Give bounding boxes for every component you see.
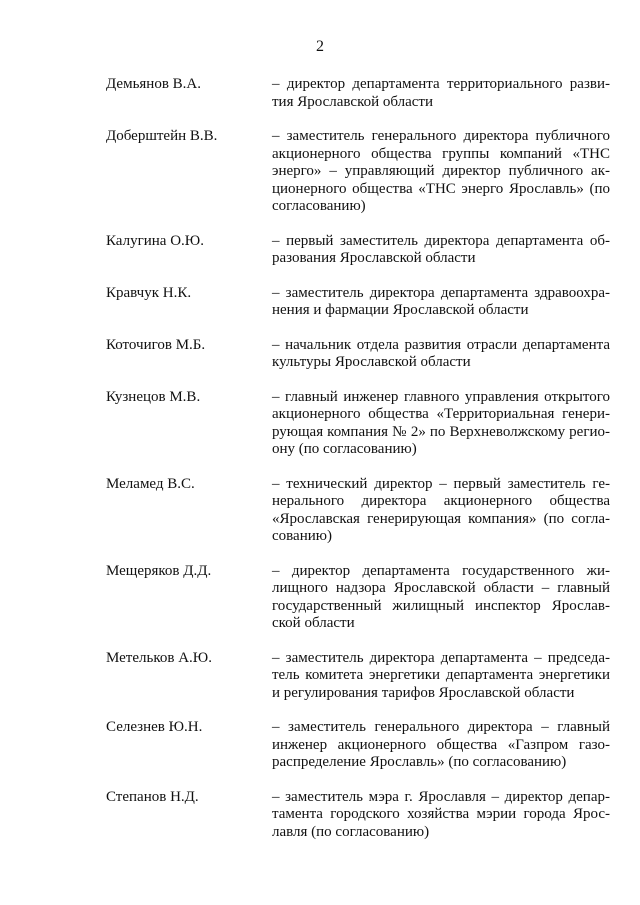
member-position-line: разования Ярославской области <box>272 250 476 266</box>
member-name: Метельков А.Ю. <box>106 649 212 666</box>
member-position <box>272 650 610 703</box>
member-position-line: лищного надзора Ярославской области – главный <box>272 580 610 596</box>
member-position-line: тамента городского хозяйства мэрии города Ярос- <box>272 806 610 822</box>
member-position <box>272 233 610 268</box>
member-position-line: нерального директора акционерного общества <box>272 493 610 509</box>
member-position-line: культуры Ярославской области <box>272 354 471 370</box>
member-position-line: согласованию) <box>272 198 366 214</box>
member-position-line: энерго» – управляющий директор публичного ак- <box>272 163 610 179</box>
member-position-line: – первый заместитель директора департамента об- <box>272 232 610 249</box>
member-position-line: ской области <box>272 615 355 631</box>
member-position-line: тель комитета энергетики департамента энергетики <box>272 667 610 683</box>
member-name: Демьянов В.А. <box>106 76 202 92</box>
member-position-line: – заместитель директора департамента – председа- <box>272 649 610 666</box>
member-name: Коточигов М.Б. <box>106 336 206 353</box>
member-position <box>272 76 610 111</box>
member-position-line: распределение Ярославль» (по согласованию) <box>272 754 567 770</box>
member-entry <box>106 337 610 372</box>
member-position-line: «Ярославская генерирующая компания» (по согла- <box>272 510 610 527</box>
member-position <box>272 719 610 772</box>
member-position-line: – заместитель генерального директора – главный <box>272 719 610 735</box>
member-position-line: тия Ярославской области <box>272 93 434 110</box>
member-position-line: – главный инженер главного управления открытого <box>272 388 610 405</box>
member-position-line: рующая компания № 2» по Верхневолжскому регио- <box>272 423 610 440</box>
member-position-line: лавля (по согласованию) <box>272 823 430 840</box>
member-position <box>272 337 610 372</box>
member-name: Мещеряков Д.Д. <box>106 562 212 579</box>
member-entry <box>106 476 610 546</box>
member-position-line: – заместитель генерального директора публичного <box>272 128 610 144</box>
member-position-line: – заместитель директора департамента здравоохра- <box>272 284 610 301</box>
member-position-line: – директор департамента территориального разви- <box>272 76 610 92</box>
member-position-line: и регулирования тарифов Ярославской области <box>272 684 575 701</box>
member-position-line: сованию) <box>272 528 332 544</box>
member-position <box>272 789 610 842</box>
member-position-line: инженер акционерного общества «Газпром газо- <box>272 736 610 753</box>
member-position-line: ону (по согласованию) <box>272 441 417 457</box>
member-position <box>272 476 610 546</box>
member-entry <box>106 76 610 111</box>
member-position-line: – начальник отдела развития отрасли департамента <box>272 336 610 353</box>
member-name: Кравчук Н.К. <box>106 284 192 301</box>
member-position <box>272 128 610 216</box>
member-position-line: государственный жилищный инспектор Ярослав- <box>272 597 610 614</box>
member-name: Кузнецов М.В. <box>106 388 201 405</box>
page-number: 2 <box>316 38 324 55</box>
member-position <box>272 285 610 320</box>
member-position-line: акционерного общества «Территориальная генери- <box>272 406 610 422</box>
member-position <box>272 389 610 459</box>
member-entry <box>106 563 610 633</box>
member-position-line: акционерного общества группы компаний «ТНС <box>272 145 610 162</box>
member-entry <box>106 233 610 268</box>
member-position-line: – директор департамента государственного жи- <box>272 562 610 579</box>
member-entry <box>106 128 610 216</box>
member-entry <box>106 650 610 703</box>
member-position-line: – заместитель мэра г. Ярославля – директор депар- <box>272 788 610 805</box>
member-entry <box>106 719 610 772</box>
member-name: Калугина О.Ю. <box>106 232 204 249</box>
member-entry <box>106 789 610 842</box>
member-list <box>106 76 610 858</box>
member-position-line: нения и фармации Ярославской области <box>272 302 529 318</box>
member-name: Селезнев Ю.Н. <box>106 719 203 735</box>
member-name: Доберштейн В.В. <box>106 128 218 144</box>
member-name: Меламед В.С. <box>106 475 195 492</box>
member-entry <box>106 389 610 459</box>
member-position <box>272 563 610 633</box>
member-position-line: – технический директор – первый заместитель ге- <box>272 475 610 492</box>
member-name: Степанов Н.Д. <box>106 788 199 805</box>
member-entry <box>106 285 610 320</box>
member-position-line: ционерного общества «ТНС энерго Ярославль» (по <box>272 180 610 197</box>
